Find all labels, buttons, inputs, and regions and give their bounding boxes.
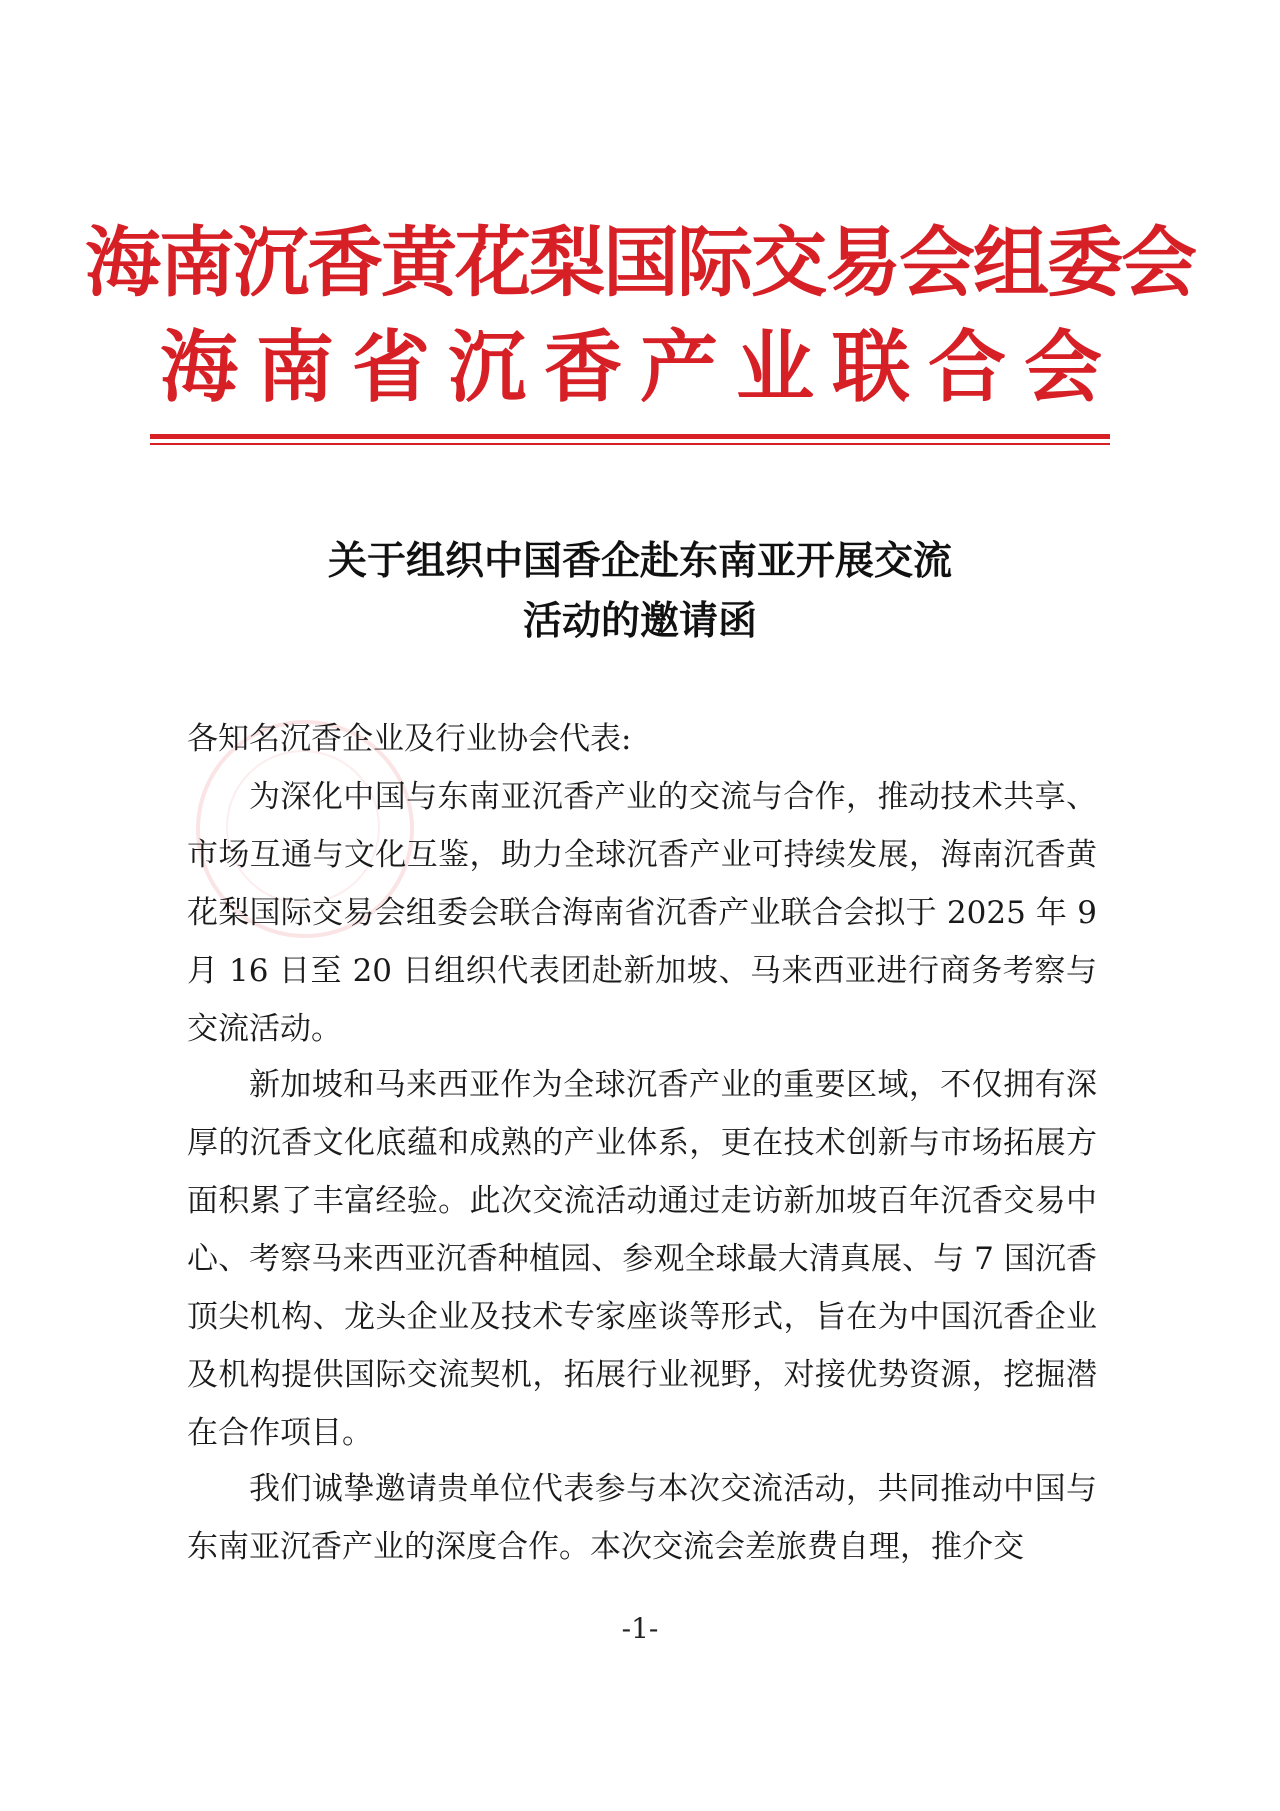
- header-rule-thick: [150, 434, 1110, 439]
- document-title-line-1: 关于组织中国香企赴东南亚开展交流: [327, 538, 952, 584]
- header-org-line-1: 海南沉香黄花梨国际交易会组委会: [85, 218, 1195, 307]
- header-org-line-2: 海南省沉香产业联合会: [159, 322, 1120, 413]
- body-paragraph-2: 新加坡和马来西亚作为全球沉香产业的重要区域，不仅拥有深厚的沉香文化底蕴和成熟的产业体系，更在技术创新与市场拓展方面积累了丰富经验。此次交流活动通过走访新加坡百年沉香交易中心、考察马来西亚沉香种植园、参观全球最大清真展、与 7 国沉香顶尖机构、龙头企业及技术专家座谈等形式，旨在为中国沉香企业及机构提供国际交流契机，拓展行业视野，对接优势资源，挖掘潜在合作项目。: [187, 1067, 1097, 1451]
- header-rule-thin: [150, 443, 1110, 445]
- body-paragraph-1: 为深化中国与东南亚沉香产业的交流与合作，推动技术共享、市场互通与文化互鉴，助力全球沉香产业可持续发展，海南沉香黄花梨国际交易会组委会联合海南省沉香产业联合会拟于 2025 年 9 月 16 日至 20 日组织代表团赴新加坡、马来西亚进行商务考察与交流活动。: [187, 779, 1097, 1047]
- salutation: 各知名沉香企业及行业协会代表:: [187, 721, 632, 757]
- page-number: -1-: [621, 1612, 659, 1645]
- body-paragraph-3: 我们诚挚邀请贵单位代表参与本次交流活动，共同推动中国与东南亚沉香产业的深度合作。本次交流会差旅费自理，推介交: [187, 1471, 1097, 1565]
- document-title-line-2: 活动的邀请函: [522, 598, 757, 644]
